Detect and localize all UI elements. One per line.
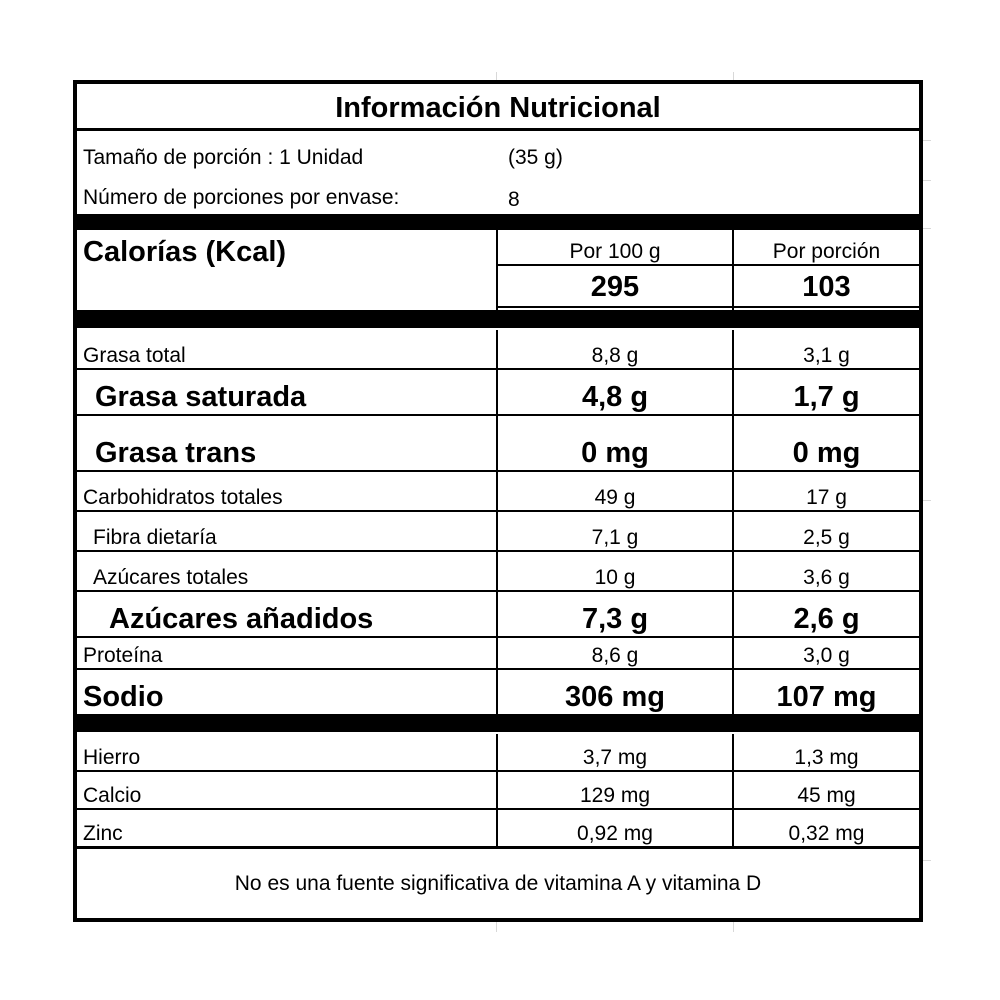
calories-value-portion-text: 103 [802,270,851,303]
grid-tick [923,140,931,141]
table-row [77,370,919,416]
grid-tick [733,922,734,932]
table-row [77,330,919,370]
table-row [77,670,919,716]
value-per-100g: 7,1 g [496,512,734,550]
divider [77,128,919,131]
col-header-portion-text: Por porción [772,240,881,263]
table-row [77,472,919,512]
value-per-portion: 17 g [806,486,847,509]
serving-size-label-text: Tamaño de porción : 1 Unidad [83,146,364,169]
table-row [77,512,919,552]
nutrient-name: Azúcares totales [93,566,249,589]
table-row [77,416,919,472]
value-per-portion: 0,32 mg [788,822,865,845]
portions-label [83,182,399,210]
value-per-portion: 2,6 g [793,603,860,635]
nutrient-name: Fibra dietaría [93,526,217,549]
nutrient-name: Grasa trans [95,437,257,469]
nutrient-name: Sodio [83,681,164,713]
calories-value-100g [498,268,732,308]
divider [77,846,919,849]
value-per-100g: 7,3 g [496,592,734,636]
col-header-100g [498,232,732,266]
thick-divider [77,716,919,732]
value-per-100g: 10 g [496,552,734,590]
value-per-100g: 3,7 mg [496,734,734,770]
thick-divider [77,214,919,230]
nutrient-name: Carbohidratos totales [83,486,283,509]
nutrient-name: Zinc [83,822,123,845]
grid-tick [923,860,931,861]
nutrient-name: Grasa saturada [95,381,307,413]
value-per-100g: 0,92 mg [496,810,734,846]
value-per-portion: 3,1 g [803,344,850,367]
grid-tick [923,228,931,229]
thick-divider [77,310,919,328]
table-row [77,810,919,848]
value-per-portion: 3,0 g [803,644,850,667]
table-row [77,772,919,810]
table-row [77,552,919,592]
value-per-100g: 8,6 g [496,638,734,668]
grid-tick [923,180,931,181]
grid-tick [496,922,497,932]
value-per-portion: 3,6 g [803,566,850,589]
value-per-portion: 1,3 mg [794,746,859,769]
portions-label-text: Número de porciones por envase: [83,186,400,209]
nutrition-label [73,80,923,922]
label-title-text: Información Nutricional [335,91,661,124]
portions-value-text: 8 [508,188,520,211]
value-per-portion: 2,5 g [803,526,850,549]
nutrient-name: Calcio [83,784,142,807]
calories-value-portion [734,268,919,308]
calories-label-text: Calorías (Kcal) [83,235,287,268]
table-row [77,592,919,638]
table-row [77,638,919,670]
grid-tick [923,500,931,501]
value-per-100g: 49 g [496,472,734,510]
value-per-100g: 8,8 g [496,330,734,368]
value-per-100g: 4,8 g [496,370,734,414]
nutrient-name: Hierro [83,746,141,769]
nutrient-name: Proteína [83,644,163,667]
label-title [77,90,919,126]
value-per-portion: 45 mg [797,784,856,807]
serving-size-value-text: (35 g) [508,146,563,169]
footnote-text: No es una fuente significativa de vitamina A y vitamina D [234,872,762,895]
value-per-portion: 107 mg [776,681,877,713]
value-per-portion: 1,7 g [793,381,860,413]
value-per-100g: 129 mg [496,772,734,808]
table-row [77,734,919,772]
footnote [77,854,919,914]
col-header-100g-text: Por 100 g [569,240,661,263]
nutrient-name: Grasa total [83,344,186,367]
value-per-100g: 306 mg [496,670,734,714]
serving-size-label [83,142,363,170]
calories-label [83,232,286,272]
value-per-portion: 0 mg [792,437,861,469]
col-header-portion [734,232,919,266]
serving-size-value [508,142,563,170]
nutrient-name: Azúcares añadidos [109,603,374,635]
calories-value-100g-text: 295 [590,270,640,303]
value-per-100g: 0 mg [496,416,734,470]
portions-value [508,184,520,212]
